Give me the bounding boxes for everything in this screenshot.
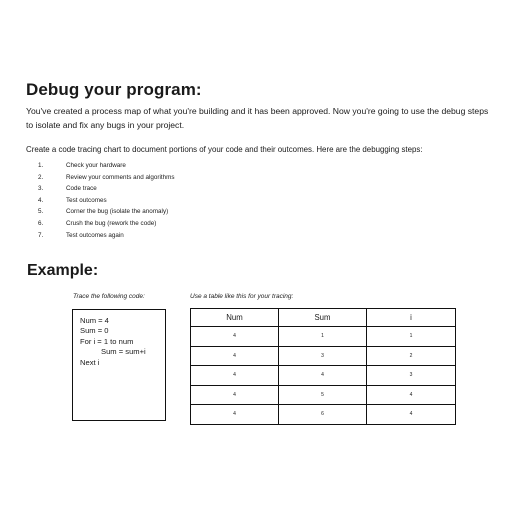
table-cell: 4 bbox=[191, 366, 279, 386]
table-cell: 3 bbox=[279, 346, 367, 366]
page-heading: Debug your program: bbox=[26, 80, 202, 99]
code-line: Next i bbox=[80, 357, 100, 367]
step-number: 2. bbox=[38, 173, 44, 181]
list-item bbox=[38, 183, 175, 195]
code-box bbox=[72, 309, 166, 421]
table-cell: 4 bbox=[367, 385, 456, 405]
table-row bbox=[191, 385, 456, 405]
step-text: Code trace bbox=[66, 185, 97, 193]
table-cell: 4 bbox=[279, 366, 367, 386]
list-item bbox=[38, 160, 175, 172]
list-item bbox=[38, 230, 175, 242]
step-text: Crush the bug (rework the code) bbox=[66, 219, 157, 227]
table-cell: 3 bbox=[367, 366, 456, 386]
list-item bbox=[38, 195, 175, 207]
table-cell: 1 bbox=[279, 327, 367, 347]
list-item bbox=[38, 206, 175, 218]
table-caption: Use a table like this for your tracing: bbox=[190, 293, 294, 300]
trace-table bbox=[190, 308, 456, 425]
code-line: For i = 1 to num bbox=[80, 336, 134, 346]
table-header-row bbox=[191, 309, 456, 327]
step-number: 3. bbox=[38, 185, 44, 193]
column-header-sum: Sum bbox=[279, 309, 367, 327]
step-text: Check your hardware bbox=[66, 162, 126, 169]
intro-paragraph: You've created a process map of what you're building and it has been approved. Now you're going to use the debug steps to isolate and fix any bugs in your project. bbox=[26, 106, 489, 130]
step-text: Corner the bug (isolate the anomaly) bbox=[66, 208, 169, 216]
step-text: Review your comments and algorithms bbox=[66, 173, 175, 181]
step-text: Test outcomes bbox=[66, 196, 107, 204]
list-item bbox=[38, 218, 175, 230]
table-row bbox=[191, 405, 456, 425]
table-cell: 4 bbox=[191, 346, 279, 366]
column-header-num: Num bbox=[191, 309, 279, 327]
step-number: 7. bbox=[38, 231, 44, 239]
step-number: 6. bbox=[38, 219, 44, 227]
list-item bbox=[38, 172, 175, 184]
code-line: Num = 4 bbox=[80, 316, 109, 325]
code-caption: Trace the following code: bbox=[73, 293, 145, 300]
step-number: 5. bbox=[38, 208, 44, 216]
example-heading: Example: bbox=[27, 262, 99, 279]
table-cell: 4 bbox=[367, 405, 456, 425]
debug-steps-list bbox=[38, 160, 175, 241]
step-text: Test outcomes again bbox=[66, 231, 124, 239]
table-cell: 4 bbox=[191, 385, 279, 405]
code-line: Sum = 0 bbox=[80, 326, 109, 336]
step-number: 4. bbox=[38, 196, 44, 204]
step-number: 1. bbox=[38, 162, 44, 169]
table-cell: 6 bbox=[279, 405, 367, 425]
table-row bbox=[191, 327, 456, 347]
instruction-paragraph: Create a code tracing chart to document portions of your code and their outcomes. Here are the debugging steps: bbox=[26, 145, 423, 154]
column-header-i: i bbox=[367, 309, 456, 327]
table-row bbox=[191, 366, 456, 386]
code-line-indented: Sum = sum+i bbox=[101, 347, 146, 357]
table-cell: 5 bbox=[279, 385, 367, 405]
table-cell: 2 bbox=[367, 346, 456, 366]
table-cell: 4 bbox=[191, 327, 279, 347]
table-cell: 4 bbox=[191, 405, 279, 425]
table-row bbox=[191, 346, 456, 366]
table-cell: 1 bbox=[367, 327, 456, 347]
